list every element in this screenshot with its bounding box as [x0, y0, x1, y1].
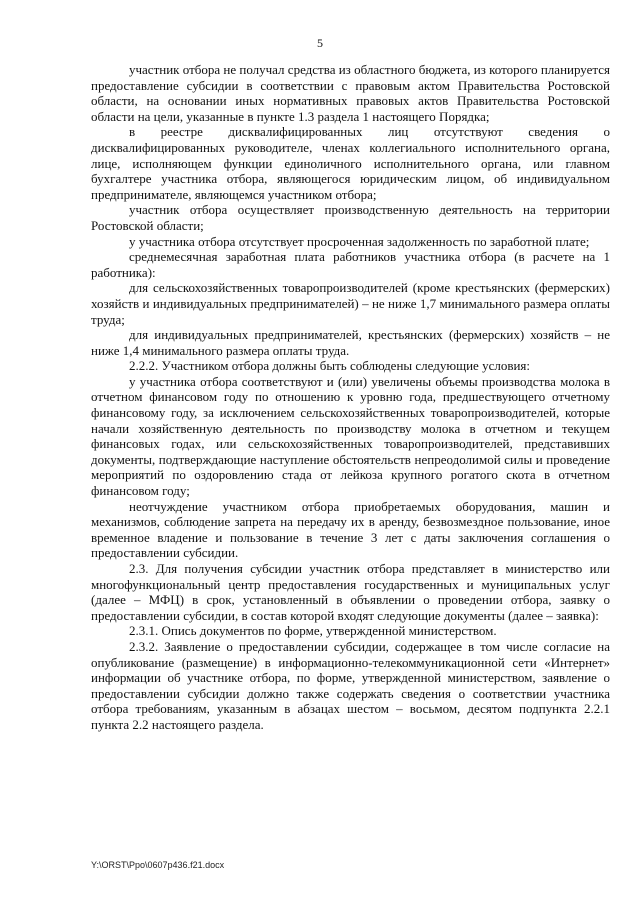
paragraph: 2.3.1. Опись документов по форме, утвержденной министерством. [129, 623, 497, 639]
paragraph: у участника отбора отсутствует просроченная задолженность по заработной плате; [129, 233, 590, 249]
paragraph: для сельскохозяйственных товаропроизводителей (кроме крестьянских (фермерских) хозяйств и индивидуальных предпринимателей) – не ниже 1,7 минимального размера оплаты труда; [91, 280, 610, 327]
paragraph: участник отбора осуществляет производственную деятельность на территории Ростовской области; [91, 202, 610, 233]
file-path-footer: Y:\ORST\Ppo\0607p436.f21.docx [91, 860, 225, 870]
paragraph: в реестре дисквалифицированных лиц отсутствуют сведения о дисквалифицированных руководителе, членах коллегиального исполнительного органа, лице, исполняющем функции единоличного исполнительного органа, или главном бухгалтере участника отбора, являющегося юридическим лицом, об индивидуальном предпринимателе, являющемся участником отбора; [91, 124, 610, 202]
paragraph: неотчуждение участником отбора приобретаемых оборудования, машин и механизмов, соблюдение запрета на передачу их в аренду, безвозмездное пользование, иное временное владение и пользование в течение 3 лет с даты заключения соглашения о предоставлении субсидии. [91, 498, 610, 561]
paragraph: 2.2.2. Участником отбора должны быть соблюдены следующие условия: [129, 358, 531, 374]
paragraph: 2.3. Для получения субсидии участник отбора представляет в министерство или многофункциональный центр предоставления государственных и муниципальных услуг (далее – МФЦ) в срок, установленный в объявлении о проведении отбора, заявку о предоставлении субсидии, в состав которой входят следующие документы (далее – заявка): [91, 561, 610, 623]
paragraph: участник отбора не получал средства из областного бюджета, из которого планируется предоставление субсидии в соответствии с правовым актом Правительства Ростовской области, на основании иных нормативных правовых актов Правительства Ростовской области на цели, указанные в пункте 1.3 раздела 1 настоящего Порядка; [91, 62, 610, 124]
paragraph: у участника отбора соответствуют и (или) увеличены объемы производства молока в отчетном финансовом году по отношению к уровню года, предшествующего отчетному финансовому году, за исключением сельскохозяйственных товаропроизводителей, которые начали хозяйственную деятельность по производству молока в отчетном и текущем финансовых годах, или сельскохозяйственных товаропроизводителей, представивших документы, подтверждающие наступление обстоятельств непреодолимой силы и проведение мероприятий по оздоровлению стада от лейкоза крупного рогатого скота в отчетном финансовом году; [91, 373, 610, 499]
paragraph: для индивидуальных предпринимателей, крестьянских (фермерских) хозяйств – не ниже 1,4 минимального размера оплаты труда. [91, 327, 610, 358]
paragraph: 2.3.2. Заявление о предоставлении субсидии, содержащее в том числе согласие на опубликование (размещение) в информационно-телекоммуникационной сети «Интернет» информации об участнике отбора, по форме, утвержденной министерством, заявление о предоставлении субсидии должно также содержать сведения о соответствии участника отбора требованиям, указанным в абзацах шестом – восьмом, десятом подпункта 2.2.1 пункта 2.2 настоящего раздела. [91, 638, 610, 732]
paragraph: среднемесячная заработная плата работников участника отбора (в расчете на 1 работника): [91, 249, 610, 280]
document-body [91, 62, 610, 733]
page-number: 5 [317, 36, 323, 50]
